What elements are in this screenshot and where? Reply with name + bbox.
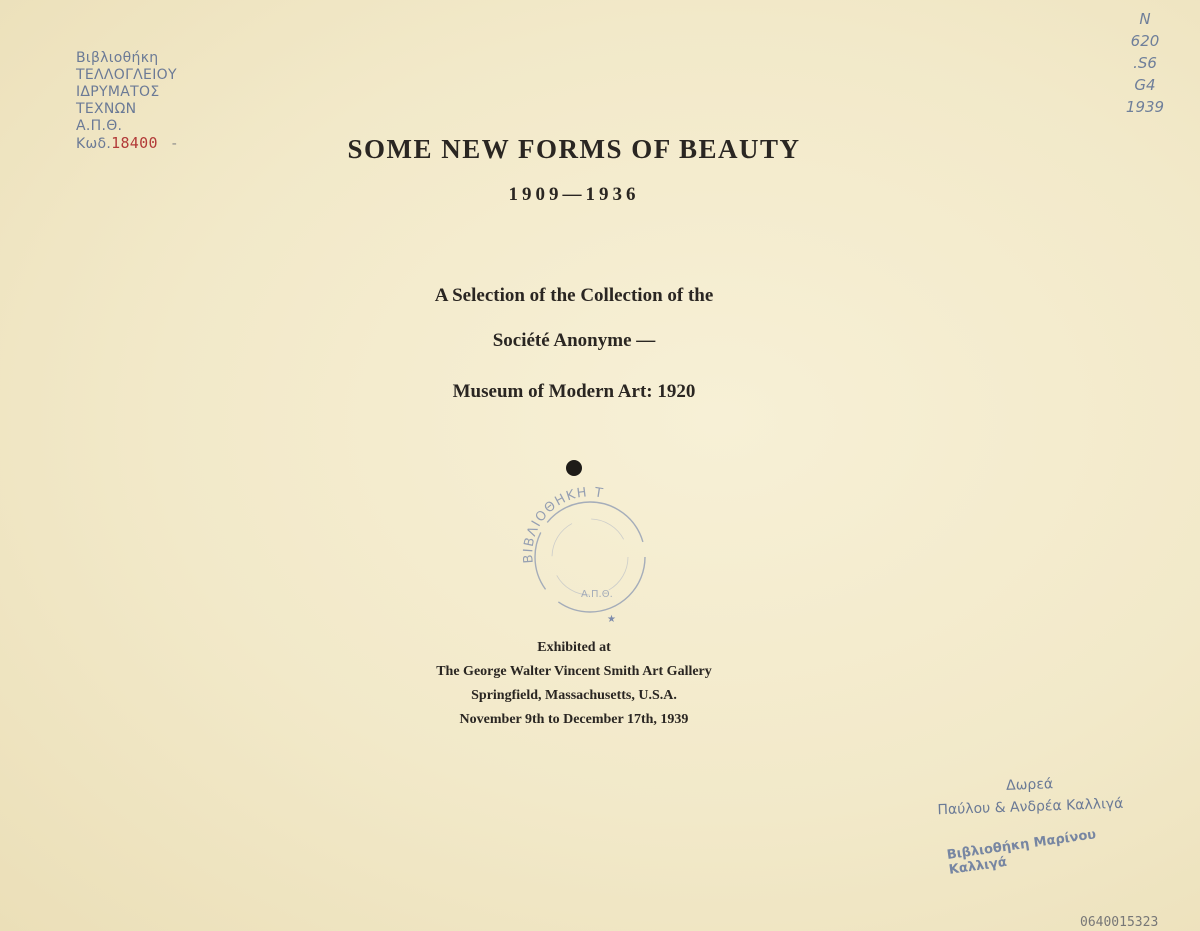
library-stamp-line: Βιβλιοθήκη bbox=[76, 50, 159, 66]
subtitle-line-1: A Selection of the Collection of the bbox=[434, 285, 714, 306]
subtitle-line-3: Museum of Modern Art: 1920 bbox=[452, 381, 696, 402]
seal-star-icon: ★ bbox=[607, 614, 616, 625]
exhibition-line-4: November 9th to December 17th, 1939 bbox=[459, 712, 689, 727]
seal-bottom-text: Α.Π.Θ. bbox=[581, 589, 613, 600]
barcode-number: 0640015323 bbox=[1080, 915, 1159, 930]
call-number-part: .S6 bbox=[1133, 54, 1157, 72]
subtitle-line-2: Société Anonyme — bbox=[492, 330, 656, 351]
donation-line-1: Δωρεά bbox=[1005, 776, 1054, 794]
library-stamp-kalliga: Βιβλιοθήκη Μαρίνου Καλλιγά bbox=[945, 827, 1098, 878]
library-stamp-line: ΤΕΛΛΟΓΛΕΙΟΥ bbox=[76, 67, 177, 83]
svg-text:ΒΙΒΛΙΟΘΗΚΗ Τ bbox=[521, 485, 605, 564]
page-title: SOME NEW FORMS OF BEAUTY bbox=[347, 134, 801, 164]
call-number-part: 1939 bbox=[1125, 98, 1165, 116]
library-seal bbox=[515, 485, 665, 625]
library-stamp-line: Α.Π.Θ. bbox=[76, 118, 123, 134]
library-stamp-line: ΙΔΡΥΜΑΤΟΣ bbox=[76, 84, 160, 100]
call-number bbox=[1120, 8, 1170, 118]
exhibition-line-3: Springfield, Massachusetts, U.S.A. bbox=[471, 688, 677, 703]
title-years: 1909—1936 bbox=[508, 184, 640, 205]
call-number-part: N bbox=[1139, 10, 1151, 28]
exhibition-line-1: Exhibited at bbox=[537, 640, 611, 655]
exhibition-line-2: The George Walter Vincent Smith Art Gallery bbox=[436, 664, 712, 679]
call-number-part: 620 bbox=[1130, 32, 1160, 50]
bullet-dot bbox=[566, 460, 582, 476]
library-code-value: 18400 bbox=[111, 134, 158, 152]
library-stamp-line: ΤΕΧΝΩΝ bbox=[76, 101, 137, 117]
seal-top-text: ΒΙΒΛΙΟΘΗΚΗ Τ bbox=[521, 485, 606, 564]
library-code-mark: - bbox=[171, 136, 178, 152]
donation-line-2: Παύλου & Ανδρέα Καλλιγά bbox=[937, 795, 1124, 819]
call-number-part: G4 bbox=[1134, 76, 1156, 94]
donation-stamp bbox=[929, 771, 1130, 822]
library-code-label: Κωδ. bbox=[76, 136, 112, 152]
